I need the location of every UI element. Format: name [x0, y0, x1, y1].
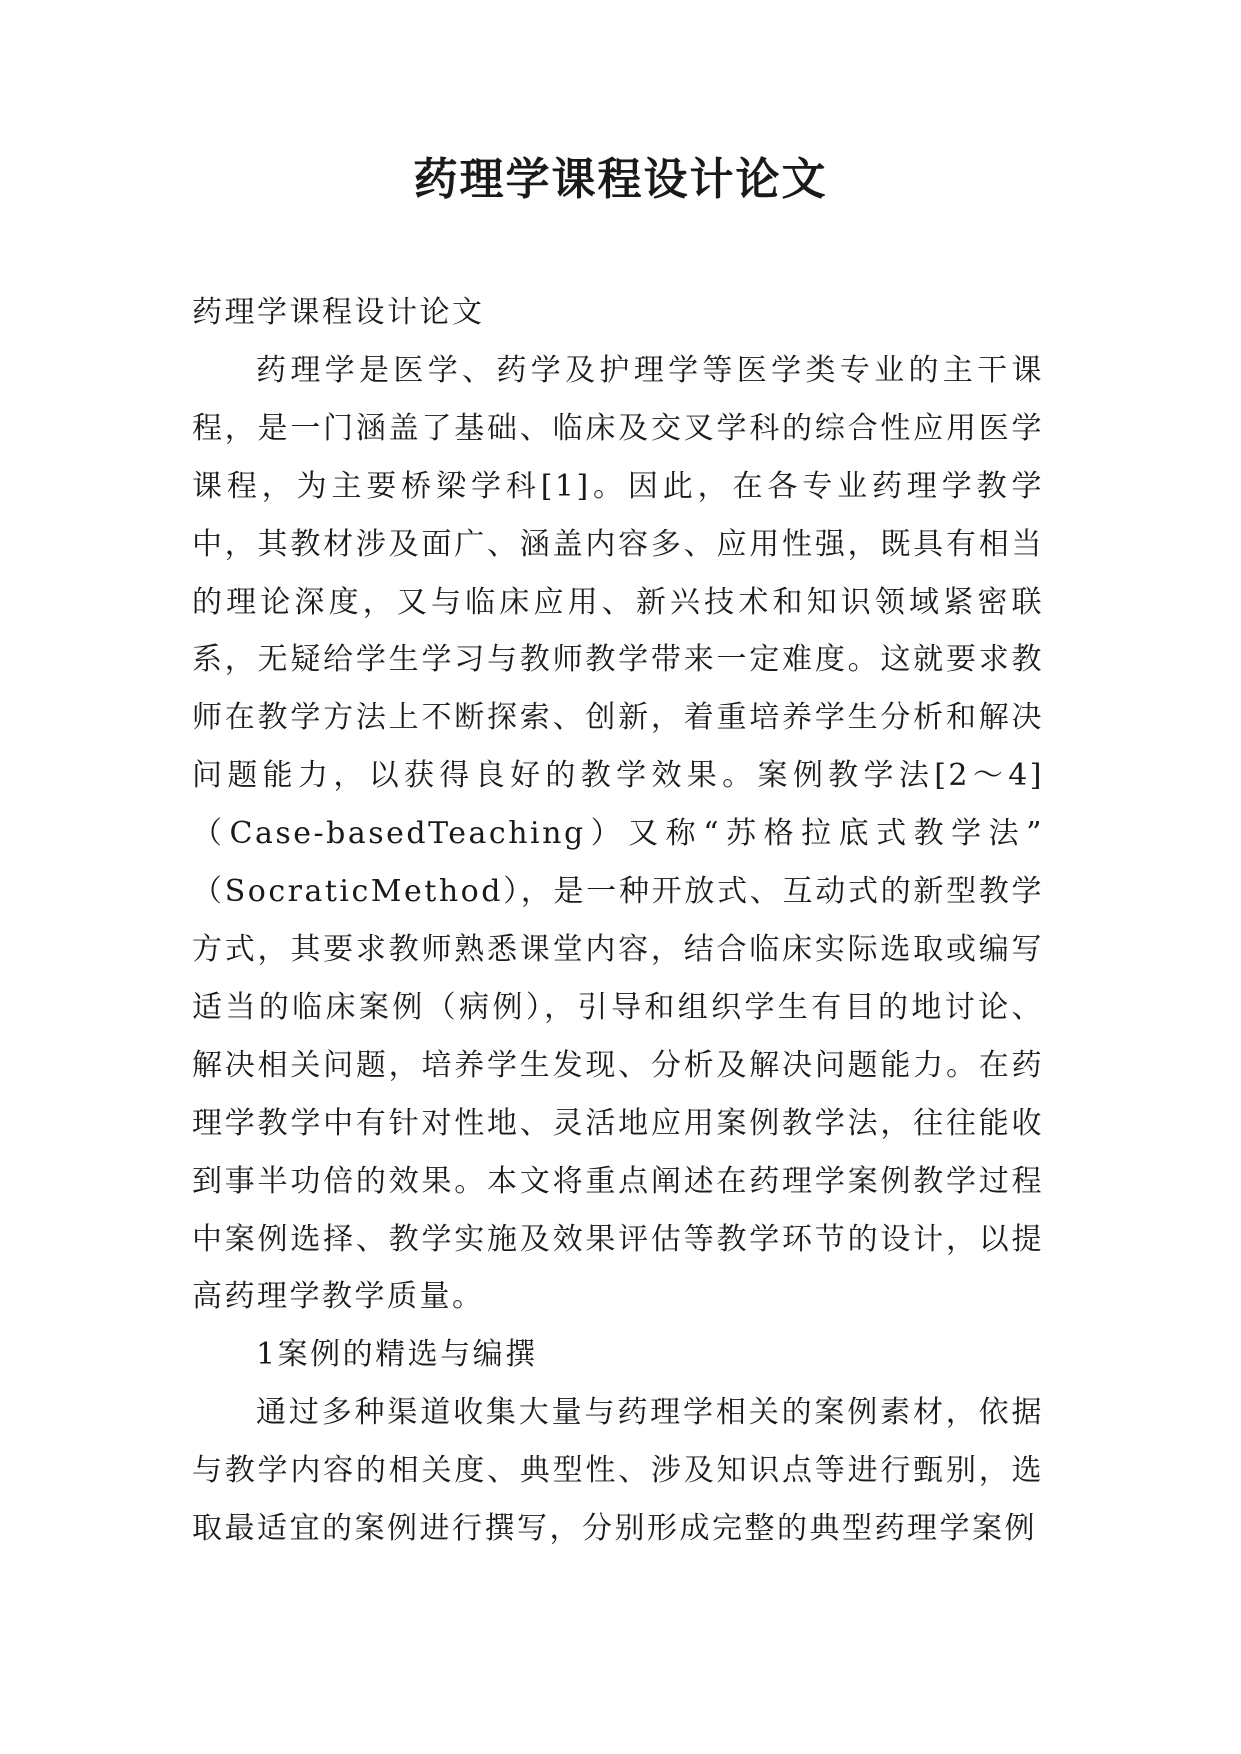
- document-subtitle: 药理学课程设计论文: [192, 295, 485, 330]
- body-paragraph: （Case-basedTeaching）又称“苏格拉底式教学法”: [192, 816, 1044, 852]
- section-paragraph: 通过多种渠道收集大量与药理学相关的案例素材，依据与教学内容的相关度、典型性、涉及知识点等进行甄别，选取最适宜的案例进行撰写，分别形成完整的典型药理学案例: [192, 1395, 1044, 1547]
- body-paragraph: 药理学是医学、药学及护理学等医学类专业的主干课程，是一门涵盖了基础、临床及交叉学科的综合性应用医学课程，为主要桥梁学科[1]。因此，在各专业药理学教学中，其教材涉及面广、涵盖内容多、应用性强，既具有相当的理论深度，又与临床应用、新兴技术和知识领域紧密联系，无疑给学生学习与教师教学带来一定难度。这就要求教师在教学方法上不断探索、创新，着重培养学生分析和解决问题能力，以获得良好的教学效果。案例教学法[2～4]: [192, 352, 1044, 794]
- document-body: [192, 284, 1044, 1558]
- section-heading: 1案例的精选与编撰: [256, 1337, 538, 1373]
- document-title: 药理学课程设计论文: [413, 154, 828, 205]
- body-paragraph: （SocraticMethod），是一种开放式、互动式的新型教学方式，其要求教师熟悉课堂内容，结合临床实际选取或编写适当的临床案例（病例），引导和组织学生有目的地讨论、解决相关问题，培养学生发现、分析及解决问题能力。在药理学教学中有针对性地、灵活地应用案例教学法，往往能收到事半功倍的效果。本文将重点阐述在药理学案例教学过程中案例选择、教学实施及效果评估等教学环节的设计，以提高药理学教学质量。: [192, 874, 1044, 1315]
